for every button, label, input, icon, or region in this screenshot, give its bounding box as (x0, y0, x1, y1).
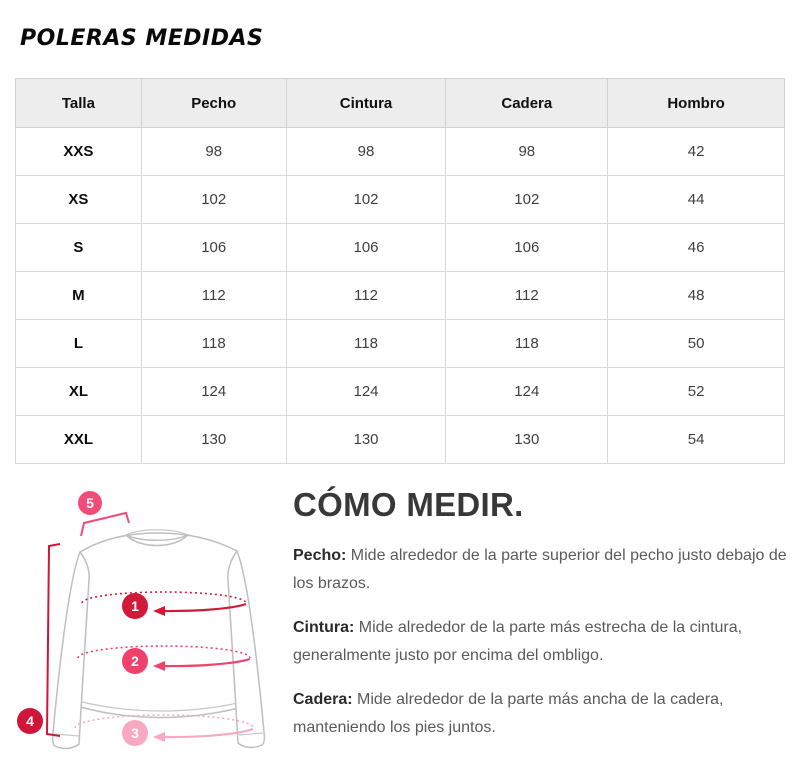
measure-item-cintura (293, 614, 793, 669)
marker-5-label: 5 (86, 495, 94, 511)
cell-pecho: 98 (141, 128, 286, 176)
cell-cintura: 112 (286, 272, 446, 320)
cell-hombro: 48 (608, 272, 785, 320)
table-row (16, 416, 785, 464)
cell-cadera: 112 (446, 272, 608, 320)
marker-2-label: 2 (131, 653, 139, 669)
how-to-measure-text (293, 486, 793, 758)
cell-cintura: 106 (286, 224, 446, 272)
cell-cintura: 130 (286, 416, 446, 464)
table-row (16, 224, 785, 272)
cell-talla: S (16, 224, 142, 272)
size-table (15, 78, 785, 464)
cell-hombro: 46 (608, 224, 785, 272)
column-header-hombro: Hombro (608, 79, 785, 128)
cell-talla: XXS (16, 128, 142, 176)
cell-talla: XL (16, 368, 142, 416)
size-table-header-row (16, 79, 785, 128)
cell-cintura: 118 (286, 320, 446, 368)
cell-pecho: 118 (141, 320, 286, 368)
column-header-cadera: Cadera (446, 79, 608, 128)
cell-hombro: 44 (608, 176, 785, 224)
table-row (16, 320, 785, 368)
column-header-pecho: Pecho (141, 79, 286, 128)
column-header-cintura: Cintura (286, 79, 446, 128)
cell-cadera: 106 (446, 224, 608, 272)
cell-cadera: 98 (446, 128, 608, 176)
table-row (16, 176, 785, 224)
shirt-measurement-diagram (10, 478, 290, 768)
cell-cintura: 124 (286, 368, 446, 416)
measure-desc-cintura: Mide alrededor de la parte más estrecha de la cintura, generalmente justo por encima del ombligo. (293, 619, 743, 664)
measure-desc-cadera: Mide alrededor de la parte más ancha de la cadera, manteniendo los pies juntos. (293, 691, 724, 736)
cell-talla: XXL (16, 416, 142, 464)
measure-item-cadera (293, 686, 793, 741)
cell-hombro: 52 (608, 368, 785, 416)
cell-talla: XS (16, 176, 142, 224)
cell-pecho: 112 (141, 272, 286, 320)
cell-talla: L (16, 320, 142, 368)
cell-cadera: 130 (446, 416, 608, 464)
cell-pecho: 102 (141, 176, 286, 224)
cell-hombro: 54 (608, 416, 785, 464)
table-row (16, 128, 785, 176)
cell-pecho: 106 (141, 224, 286, 272)
cell-cintura: 98 (286, 128, 446, 176)
cell-cadera: 124 (446, 368, 608, 416)
hip-arrowhead-icon (153, 732, 165, 742)
shoulder-bracket-line (81, 513, 129, 536)
cell-talla: M (16, 272, 142, 320)
cell-cadera: 118 (446, 320, 608, 368)
cell-hombro: 50 (608, 320, 785, 368)
measure-label-cintura: Cintura: (293, 619, 355, 637)
cell-pecho: 124 (141, 368, 286, 416)
marker-4-label: 4 (26, 713, 34, 729)
cell-cadera: 102 (446, 176, 608, 224)
marker-3-label: 3 (131, 725, 139, 741)
measure-label-pecho: Pecho: (293, 547, 347, 564)
cell-pecho: 130 (141, 416, 286, 464)
cell-cintura: 102 (286, 176, 446, 224)
table-row (16, 272, 785, 320)
measure-desc-pecho: Mide alrededor de la parte superior del pecho justo debajo de los brazos. (293, 547, 787, 592)
table-row (16, 368, 785, 416)
measure-item-pecho (293, 542, 793, 597)
column-header-talla: Talla (16, 79, 142, 128)
cell-hombro: 42 (608, 128, 785, 176)
how-to-measure-heading: CÓMO MEDIR. (293, 486, 524, 523)
shirt-illustration-icon (10, 478, 290, 768)
marker-1-label: 1 (131, 598, 139, 614)
page-title: POLERAS MEDIDAS (20, 26, 264, 51)
measure-label-cadera: Cadera: (293, 691, 353, 709)
